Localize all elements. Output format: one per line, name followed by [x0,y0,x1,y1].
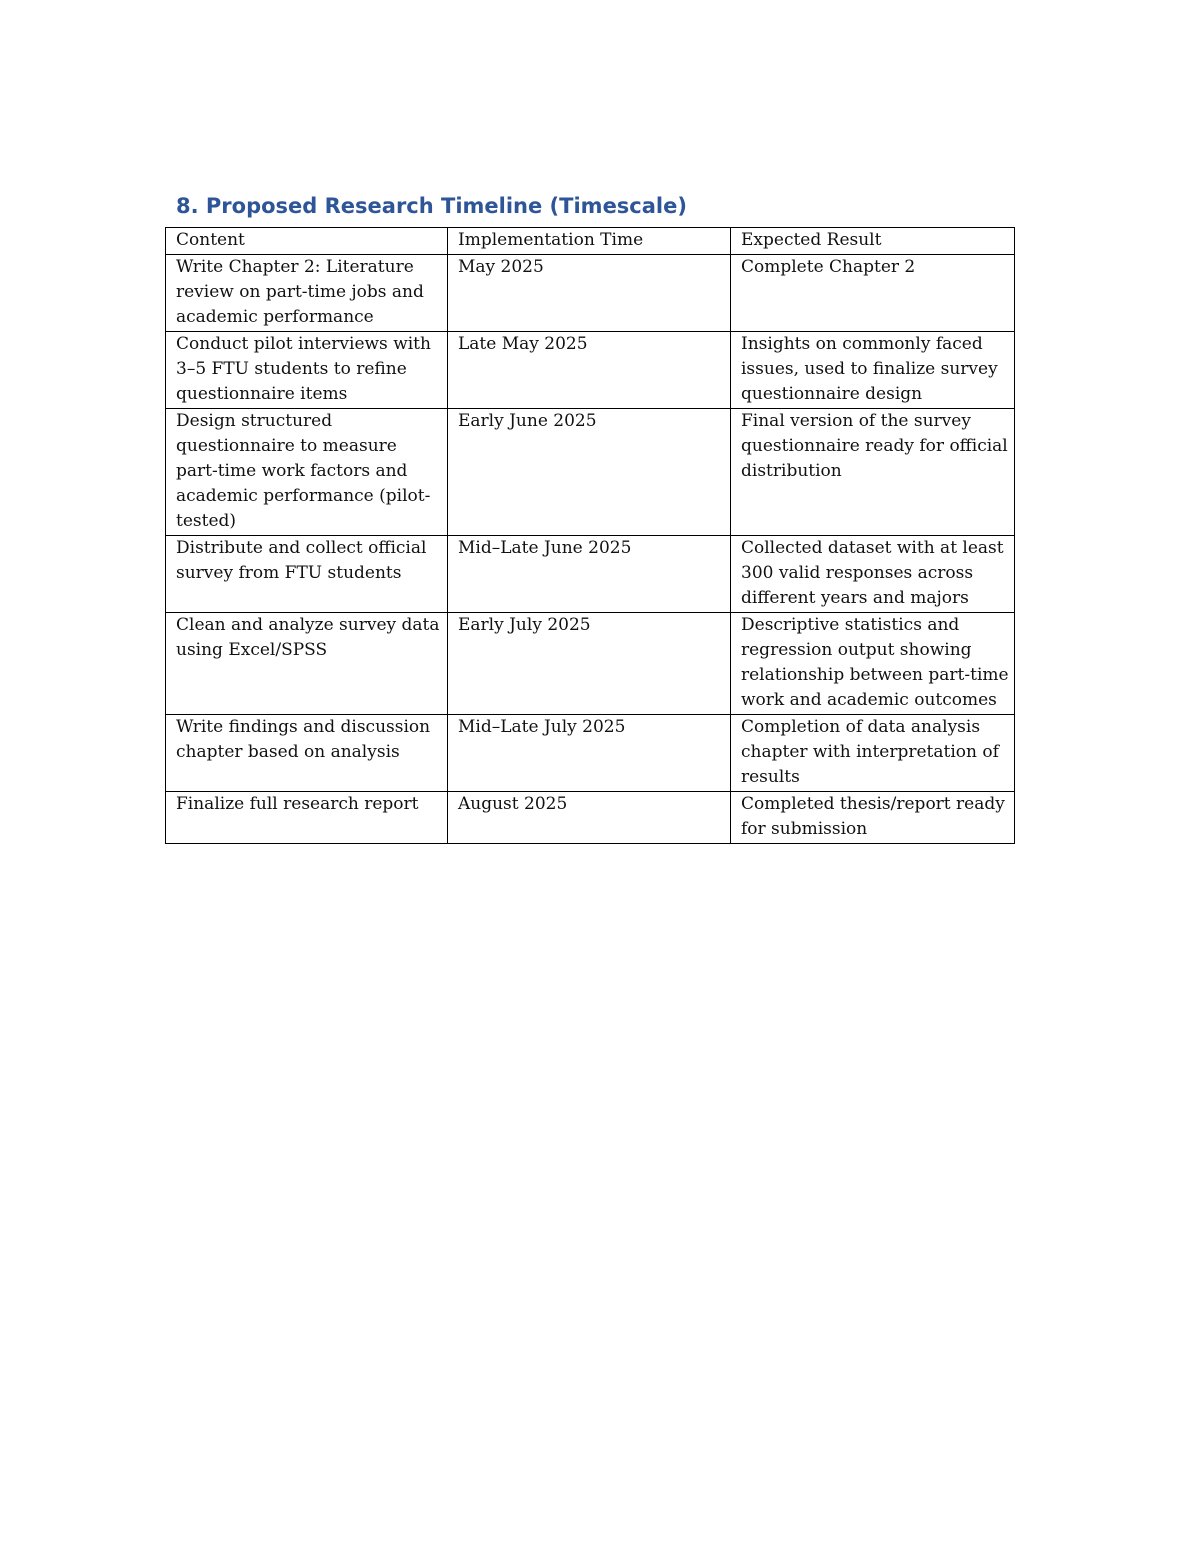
header-expected-result: Expected Result [731,228,1015,255]
cell-content: Write findings and discussion chapter based on analysis [166,715,448,792]
cell-result: Final version of the survey questionnaire ready for official distribution [731,409,1015,536]
cell-result: Completed thesis/report ready for submission [731,792,1015,844]
header-implementation-time: Implementation Time [448,228,731,255]
table-row [166,536,1015,613]
cell-result: Collected dataset with at least 300 valid responses across different years and majors [731,536,1015,613]
cell-time: May 2025 [448,255,731,332]
cell-result: Descriptive statistics and regression output showing relationship between part-time work and academic outcomes [731,613,1015,715]
table-row [166,409,1015,536]
cell-content: Distribute and collect official survey from FTU students [166,536,448,613]
cell-content: Finalize full research report [166,792,448,844]
cell-time: August 2025 [448,792,731,844]
table-row [166,792,1015,844]
cell-content: Write Chapter 2: Literature review on part-time jobs and academic performance [166,255,448,332]
timeline-table [165,227,1015,844]
cell-time: Late May 2025 [448,332,731,409]
section-heading: 8. Proposed Research Timeline (Timescale) [176,194,687,218]
cell-time: Early July 2025 [448,613,731,715]
table-row [166,255,1015,332]
cell-result: Completion of data analysis chapter with interpretation of results [731,715,1015,792]
cell-time: Mid–Late July 2025 [448,715,731,792]
cell-result: Complete Chapter 2 [731,255,1015,332]
cell-time: Early June 2025 [448,409,731,536]
table-row [166,332,1015,409]
table-row [166,715,1015,792]
table-header-row [166,228,1015,255]
cell-content: Design structured questionnaire to measure part-time work factors and academic performance (pilot-tested) [166,409,448,536]
cell-content: Clean and analyze survey data using Excel/SPSS [166,613,448,715]
cell-content: Conduct pilot interviews with 3–5 FTU students to refine questionnaire items [166,332,448,409]
cell-result: Insights on commonly faced issues, used to finalize survey questionnaire design [731,332,1015,409]
table-row [166,613,1015,715]
header-content: Content [166,228,448,255]
cell-time: Mid–Late June 2025 [448,536,731,613]
